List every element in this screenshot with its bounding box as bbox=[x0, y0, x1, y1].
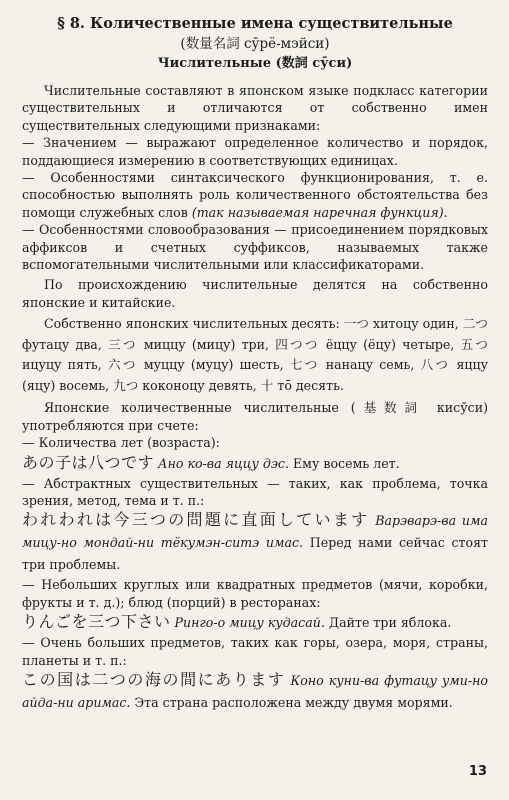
paragraph-usage: Японские количественные числительные (基数詞 кисӯси) употребляются при счете: bbox=[22, 400, 488, 433]
example-apples bbox=[22, 611, 488, 634]
example-country-romaji: Коно куни-ва футацу уми-но айда-ни аримас. bbox=[22, 672, 488, 710]
example-apples-translation: Дайте три яблока. bbox=[328, 615, 452, 631]
example-apples-japanese: りんごを三つ下さい bbox=[22, 612, 171, 632]
paragraph-intro: Числительные составляют в японском языке подкласс категории существительных и отличаются от собственно имен существительных следующими признаками: bbox=[22, 83, 488, 133]
section-subtitle: (数量名詞 сӯрё-мэйси) bbox=[180, 36, 330, 52]
example-problems-translation: Перед нами сейчас стоят три проблемы. bbox=[22, 535, 488, 573]
example-age-translation: Ему восемь лет. bbox=[292, 455, 400, 471]
paragraph-origin: По происхождению числительные делятся на собственно японские и китайские. bbox=[22, 277, 488, 310]
paragraph-syntax bbox=[22, 169, 488, 221]
example-country-japanese: この国は二つの海の間にあります bbox=[22, 669, 286, 689]
example-apples-romaji: Ринго-о мицу кудасай. bbox=[174, 615, 325, 631]
example-age-romaji: Ано ко-ва яццу дэс. bbox=[158, 455, 289, 471]
paragraph-meaning: — Значением — выражают определенное количество и порядок, поддающиеся измерению в соответствующих единицах. bbox=[22, 135, 488, 168]
section-subheading: Числительные (数詞 сӯси) bbox=[157, 56, 353, 71]
paragraph-syntax-note: (так называемая наречная функция). bbox=[191, 204, 448, 220]
example-problems bbox=[22, 509, 488, 576]
paragraph-syntax-text: — Особенностями синтаксического функционирования, т. е. способностью выполнять роль количественного обстоятельства без помощи служебных слов bbox=[22, 170, 488, 220]
example-age bbox=[22, 452, 488, 475]
page-number: 13 bbox=[468, 764, 487, 779]
paragraph-japanese-numerals: Собственно японских числительных десять: 一つ хитоцу один, 二つ футацу два, 三つ миццу (мицу) три, 四つつ ёццу (ёцу) четыре, 五つ ицуцу пять, 六つ муццу (муцу) шесть, 七つ нанацу семь, 八つ яццу (яцу) восемь, 九つ коконоцу девять, 十 тō десять. bbox=[22, 316, 488, 393]
paragraph-abstract: — Абстрактных существительных — таких, как проблема, точка зрения, метод, тема и т. п.: bbox=[22, 475, 488, 508]
book-page bbox=[22, 14, 488, 714]
example-country bbox=[22, 669, 488, 714]
paragraph-wordformation: — Особенностями словообразования — присоединением порядковых аффиксов и счетных суффиксов, называемых также вспомогательными числительными или классификаторами. bbox=[22, 222, 488, 273]
paragraph-small-objects: — Небольших круглых или квадратных предметов (мячи, коробки, фрукты и т. д.); блюд (порций) в ресторанах: bbox=[22, 577, 488, 610]
paragraph-years: — Количества лет (возраста): bbox=[22, 435, 220, 451]
example-problems-japanese: われわれは今三つの問題に直面しています bbox=[22, 510, 370, 530]
example-country-translation: Эта страна расположена между двумя морями. bbox=[134, 694, 453, 710]
example-age-japanese: あの子は八つです bbox=[22, 452, 155, 472]
example-problems-romaji: Варэварэ-ва има мицу-но мондай-ни тёкумэн-ситэ имас. bbox=[22, 513, 488, 551]
paragraph-large-objects: — Очень больших предметов, таких как горы, озера, моря, страны, планеты и т. п.: bbox=[22, 635, 488, 668]
section-title: § 8. Количественные имена существительные bbox=[57, 15, 453, 32]
